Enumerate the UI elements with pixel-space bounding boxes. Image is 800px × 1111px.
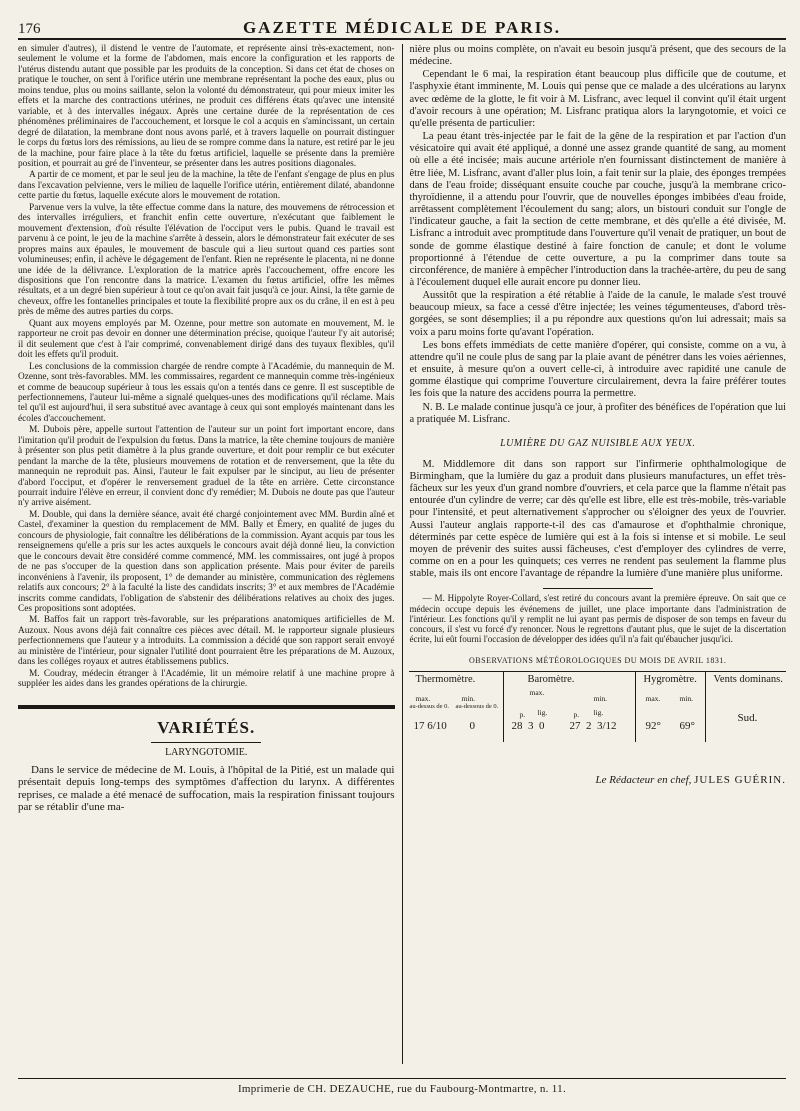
section-divider (18, 705, 395, 709)
hygro-max-label: max. (645, 694, 661, 704)
left-paragraph-7: M. Double, qui dans la dernière séance, avait été chargé conjointement avec MM. Burdin aîné et Castel, d'examiner la question du remplacement de MM. Bally et Émery, en qualité de juges du concours de physiologie, fait connaître les délibérations de la commission. Ayant acquis par tous les renseignemens qu'elle a pris sur les actes auxquels le concours avait déjà donné lieu, la conviction que le concours devait être considéré comme commencé, MM. les commissaires, ont jugé à propos de ne pas s'occuper de la question dans son application présente. Mais pour éviter de pareils inconvéniens à l'avenir, ils proposent, 1° de demander au ministère, communication des règlemens relatifs aux concours; 2° à la faculté la liste des candidats inscrits; 3° et aux membres de l'Académie inscrits comme candidats, l'obligation de s'abstenir des délibérations relatives au choix des juges. Ces propositions sont adoptées. (18, 509, 395, 615)
therm-min-label: min. (461, 694, 476, 704)
meteo-divider-1 (503, 672, 504, 742)
vents-header: Vents dominans. (713, 674, 783, 686)
right-paragraph-5: Les bons effets immédiats de cette manière d'opérer, qui consiste, comme on a vu, à attendre qu'il ne coule plus de sang par la plaie avant de pénétrer dans les voies aériennes, et ensuite, à mesure qu'on a ouvert celle-ci, à introduire avec rapidité une canule de gomme élastique qui comprime l'ouverture circulairement, devra la faire préférer toutes les fois que la nature des accidens pourra la permettre. (409, 339, 786, 400)
right-paragraph-3: La peau étant très-injectée par le fait de la gêne de la respiration et par l'action d'un vésicatoire qui avait été appliqué, a donné une assez grande quantité de sang, au moment où elle a été incisée; mais aucune artériole n'en fournissant distinctement de manière à être liée, M. Lisfranc, avant d'aller plus loin, a fait tenir sur la plaie, des éponges trempées dans de l'eau froide; disséquant ensuite couche par couche, jusqu'à la membrane crico-thyroïdienne, il a attendu pour l'ouvrir, que de nouvelles éponges imbibées d'eau froide, arrêtassent complètement l'écoulement du sang; alors, un bistouri conduit sur l'ongle de l'indicateur gauche, a fait la section de cette membrane, et dès qu'elle a été divisée, M. Lisfranc a introduit avec promptitude dans l'ouverture qu'il venait de pratiquer, un bout de sonde de gomme élastique destiné à faire fonction de canule; et dont le volume proportionné à l'étendue de cette ouverture, a pu la comprimer dans toute sa circonférence, de manière à empêcher l'introduction dans la trachée-artère, du peu de sang à l'écoulement duquel elle aurait encore pu donner lieu. (409, 131, 786, 288)
baro-unit-p1: p. (519, 710, 526, 720)
left-paragraph-9: M. Coudray, médecin étranger à l'Académie, lit un mémoire relatif à une machine propre à suppléer les aides dans les grandes opérations de la chirurgie. (18, 668, 395, 690)
thermometre-header: Thermomètre. (415, 674, 476, 686)
laryngotomie-subtitle: LARYNGOTOMIE. (165, 746, 248, 758)
footer-rule (18, 1078, 786, 1079)
gas-paragraph: M. Middlemore dit dans son rapport sur l'infirmerie ophthalmologique de Birmingham, que la lumière du gaz a produit dans plusieurs manufactures, un effet très-fâcheux sur les yeux d'un grand nombre d'ouvriers, et cela parce que la flamme n'était pas entourée d'un cylindre de verre; car dès qu'elle est libre, elle est très-mobile, très-variable pour l'intensité, et peut alternativement s'approcher ou s'éloigner des yeux de l'ouvrier. Aussi l'auteur anglais rapporte-t-il des cas d'amaurose et d'ophthalmie chronique, déterminés par cette espèce de lumière qui est à la fois si intense et si mobile. Le seul moyen de prévenir des suites aussi fâcheuses, c'est d'employer des cylindres de verre, comme on en a pour les quinquets; ces verres ne rendent pas seulement la flamme plus stable, mais ils ont encore l'avantage de répandre la lumière d'une manière plus uniforme. (409, 458, 786, 580)
therm-min-note: au-dessous de 0. (455, 703, 499, 711)
baro-min-label: min. (593, 694, 608, 704)
baro-unit-p2: p. (573, 710, 580, 720)
baro-min-value: 27 2 3/12 (569, 720, 617, 733)
meteo-divider-3 (705, 672, 706, 742)
column-rule (402, 44, 403, 1064)
right-paragraph-4: Aussitôt que la respiration a été rétablie à l'aide de la canule, le malade s'est trouvé beaucoup mieux, sa face a cessé d'être injectée; les veines tégumenteuses, d'abord très-gorgées, se sont désemplies; il a pu répondre aux questions qu'on lui adressait; mais sa voix a paru moins forte qu'avant l'opération. (409, 290, 786, 338)
therm-max-label: max. (415, 694, 431, 704)
baro-unit-l1: lig. (537, 708, 548, 718)
varietes-body (18, 764, 395, 814)
printer-imprint: Imprimerie de CH. DEZAUCHE, rue du Faubourg-Montmartre, n. 11. (237, 1083, 567, 1095)
left-paragraph-5: Les conclusions de la commission chargée de rendre compte à l'Académie, du mannequin de M. Ozenne, sont très-favorables. MM. les commissaires, regardent ce mannequin comme très-ingénieux et comme de beaucoup supérieur à tous les essais qu'on a tentés dans ce genre. Il est susceptible de perfectionnemens, l'auteur lui-même a signalé quelques-unes des modifications qu'il réclame. Mais tel qu'il est aujourd'hui, il sera substitué avec avantage à ceux qui sont employés maintenant dans les écoles d'accouchement. (18, 361, 395, 424)
left-paragraph-6: M. Dubois père, appelle surtout l'attention de l'auteur sur un point fort important encore, dans l'imitation qu'il produit de l'expulsion du fœtus. Dans la matrice, la tête chemine toujours de manière à présenter son plus petit diamètre à la plus grande ouverture, et doit pour remplir ce but exécuter pendant la marche de la tête, plusieurs mouvemens de rotation et de renversement, que la tête du mannequin ne reproduit pas. Ainsi, l'auteur le fait expulser par le sinciput, au lieu de présenter d'abord l'occiput, et d'opérer le renversement graduel de la tête en arrière. Cette circonstance pourrait induire l'élève en erreur, il convient donc d'y remédier; M. Dubois ne doute pas que l'auteur n'y arrive aisément. (18, 425, 395, 509)
hygrometre-header: Hygromètre. (643, 674, 697, 686)
hygro-min-label: min. (679, 694, 694, 704)
left-paragraph-8: M. Baffos fait un rapport très-favorable, sur les préparations anatomiques artificielles de M. Auzoux. Nous avons déjà fait connaître ces pièces avec détail. M. le rapporteur signale plusieurs perfectionnemens que l'auteur y a introduits. La commission a décidé que son rapport serait envoyé au ministère de l'intérieur, pour signaler l'utilité dont pourraient être les préparations de M. Auzoux, dans les colléges royaux et autres établissemens publics. (18, 615, 395, 668)
editor-name: JULES GUÉRIN. (694, 774, 786, 787)
vent-value: Sud. (737, 712, 758, 725)
meteo-divider-2 (635, 672, 636, 742)
left-paragraph-1: en simuler d'autres), il distend le ventre de l'automate, et représente ainsi très-exactement, non-seulement le volume et la forme de l'abdomen, mais encore la configuration et les rapports de l'utérus distendu autant que possible par les produits de la conception. Si dans cet état de choses on pratique le toucher, on sent à l'orifice utérin une membrane représentant la poche des eaux, plus ou moins tendue, plus ou moins saillante, selon la volonté du démonstrateur, qui pour mieux imiter les effets et la marche des contractions utérines, ne produit ces différens états qu'avec une intensité variable, et à des intervalles inégaux. Après une certaine durée de la représentation de ces phénomènes préliminaires de l'accouchement, et lorsque le col a acquis en s'amincissant, un certain degré de dilatation, la membrane dont nous avons parlé, et à travers laquelle on pourrait distinguer le corps du fœtus lors des rémissions, au lieu de se rompre comme dans la nature, est retiré par le jeu de la machine, pour faire place à la tête du fœtus artificiel, laquelle se présente dans la première position, et pourrait au gré de l'inventeur, se présenter dans les autres positions diagonales. (18, 44, 395, 169)
royer-collard-notice: — M. Hippolyte Royer-Collard, s'est retiré du concours avant la première épreuve. On sait que ce médecin occupe depuis les événemens de juillet, une place importante dans l'administration de l'intérieur. Les fonctions qu'il y remplit ne lui ayant pas permis de disposer de son temps en faveur du concours, il s'est vu forcé d'y renoncer. Nous le regrettons d'autant plus, que le sujet de la discertation écrite, lui eût fourni l'occasion de développer des idées qu'il n'a fait qu'ébaucher jusqu'ici. (409, 593, 786, 645)
right-paragraph-2: Cependant le 6 mai, la respiration étant beaucoup plus difficile que de coutume, et l'asphyxie étant imminente, M. Louis qui pense que ce malade a des ulcérations au larynx avec œdème de la glotte, le fit voir à M. Lisfranc, avec lequel il convint qu'il était urgent d'avoir recours à une opération; M. Lisfranc pratiqua alors la laryngotomie, et voici ce qu'elle présenta de particulier: (409, 69, 786, 129)
signature (409, 774, 786, 786)
hygro-max-value: 92° (645, 720, 661, 733)
journal-title: GAZETTE MÉDICALE DE PARIS. (242, 18, 562, 37)
signature-label: Le Rédacteur en chef, (595, 774, 692, 787)
meteo-table (409, 671, 786, 754)
right-paragraph-1: nière plus ou moins complète, on n'avait eu besoin jusqu'à présent, que des secours de la médecine. (409, 44, 786, 68)
left-column (18, 44, 395, 1064)
varietes-paragraph: Dans le service de médecine de M. Louis, à l'hôpital de la Pitié, est un malade qui présentait depuis long-temps des symptômes d'affection du larynx. A différentes reprises, ce malade a été menacé de suffocation, mais la respiration finissant toujours par se rétablir d'une ma- (18, 763, 395, 814)
hygro-min-value: 69° (679, 720, 695, 733)
baro-max-value: 28 3 0 (511, 720, 545, 733)
page-number: 176 (18, 21, 41, 37)
right-column (409, 44, 786, 1064)
baro-max-label: max. (529, 688, 545, 698)
left-paragraph-3: Parvenue vers la vulve, la tête effectue comme dans la nature, des mouvemens de rétrocession et des intervalles irréguliers, et franchit enfin cette ouverture, n'exécutant que faiblement le mouvement d'extension, d'où résulte l'élévation de l'occiput vers le pubis. Quand le travail est parvenu à ce point, le jeu de la machine s'arrête à dessein, alors le démonstrateur fait exécuter de ses propres mains aux épaules, le mouvement de bascule qui a lieu surtout quand ces parties sont volumineuses; enfin, il achève le dégagement de l'enfant. Rien ne représente le placenta, ni ne donne une idée de la délivrance. L'exploration de la matrice après l'accouchement, offre encore les dispositions que l'on rencontre dans la matrice. L'examen du fœtus artificiel, offre les mêmes résultats, et a un degré bien supérieur à tout ce qu'on avait fait jusqu'à ce jour. Ainsi, la tête garnie de cheveux, offre les fontanelles principales et toute la flexibilité propre aux os du crâne, il en est à peu près de même des autres parties du corps. (18, 202, 395, 318)
baro-unit-l2: lig. (593, 708, 604, 718)
left-paragraph-2: A partir de ce moment, et par le seul jeu de la machine, la tête de l'enfant s'engage de plus en plus dans l'excavation pelvienne, vers le milieu de laquelle l'orifice utérin, entièrement dilaté, abandonne cette partie du fœtus, laquelle exécute alors le mouvement de rotation. (18, 170, 395, 202)
therm-min-value: 0 (469, 720, 475, 733)
left-paragraph-4: Quant aux moyens employés par M. Ozenne, pour mettre son automate en mouvement, M. le rapporteur ne croit pas devoir en donner une détermination précise, quoique l'auteur l'y ait autorisé; il dit seulement que c'est à l'air comprimé, convenablement dirigé dans des tuyaux flexibles, qu'il doit les effets qu'il produit. (18, 318, 395, 361)
meteo-title: OBSERVATIONS MÉTÉOROLOGIQUES DU MOIS DE AVRIL 1831. (469, 656, 727, 666)
columns (18, 44, 786, 1064)
masthead (18, 8, 786, 40)
notice-rule (543, 588, 653, 589)
barometre-header: Baromètre. (527, 674, 575, 686)
gas-article-title: LUMIÈRE DU GAZ NUISIBLE AUX YEUX. (500, 437, 696, 449)
therm-max-note: au-dessus de 0. (409, 703, 450, 711)
title-rule (151, 742, 261, 743)
varietes-title: VARIÉTÉS. (157, 717, 256, 737)
right-paragraph-nb: N. B. Le malade continue jusqu'à ce jour, à profiter des bénéfices de l'opération que lui a pratiquée M. Lisfranc. (409, 401, 786, 425)
therm-max-value: 17 6/10 (413, 720, 447, 733)
